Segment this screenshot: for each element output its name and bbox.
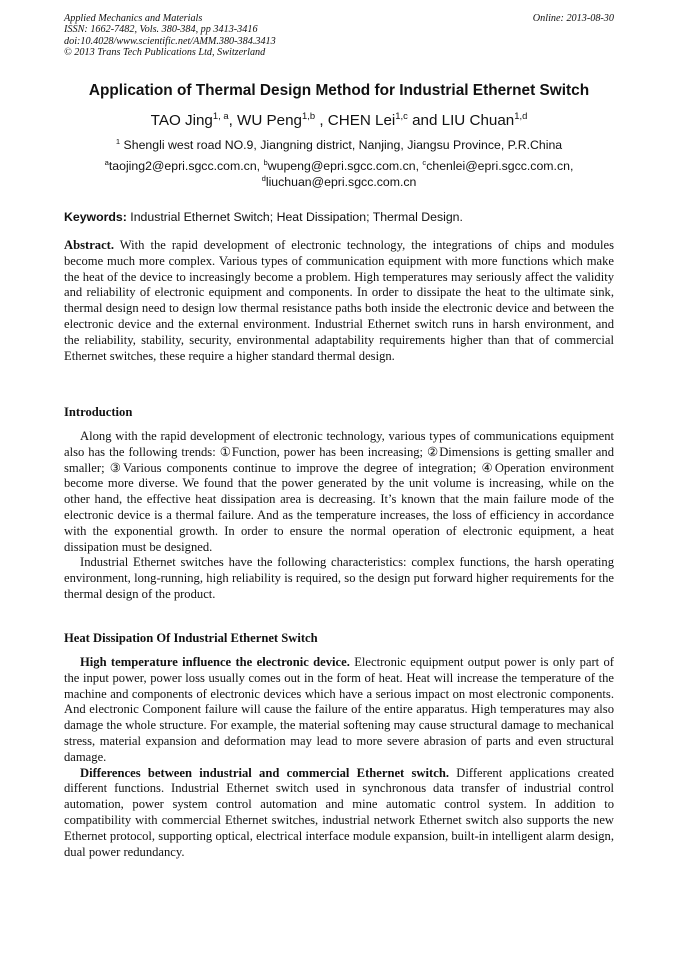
keywords-label: Keywords: [64,210,127,224]
journal-header [64,13,276,59]
author-list: TAO Jing$^{1, a}$, WU Peng$^{1,b}$ , CHEN Lei$^{1,c}$ and LIU Chuan$^{1,d}$ [150,109,528,129]
author-name: CHEN Lei [327,112,396,129]
section-heading-heat-dissipation: Heat Dissipation Of Industrial Ethernet Switch [64,631,318,645]
online-date: Online: 2013-08-30 [532,13,614,24]
email-mark: c [422,157,427,167]
keywords [64,210,614,224]
paragraph: Industrial Ethernet switches have the following characteristics: complex functions, the harsh operating environment, long-running, high reliability is required, so the design put forward higher requirements for the thermal design of the product. [64,555,614,601]
email-mark: a [104,157,109,167]
email-link[interactable]: taojing2@epri.sgcc.com.cn [108,159,257,173]
author-affiliation-mark: 1,b [302,109,316,121]
affiliation [0,138,678,152]
section-heading-introduction: Introduction [64,405,133,419]
author-affiliation-mark: 1,d [514,109,528,121]
introduction-section [64,429,614,603]
author-affiliation-mark: 1, a [212,109,229,121]
email-link[interactable]: wupeng@epri.sgcc.com.cn [267,159,416,173]
author-emails: $^a$taojing2@epri.sgcc.com.cn, $^b$wupeng@epri.sgcc.com.cn, $^c$chenlei@epri.sgcc.com.cn, $^d$liuchuan@epri.sgcc.com.cn [104,157,574,189]
abstract [64,238,614,364]
abstract-text: With the rapid development of electronic technology, the integrations of chips and modules become much more complex. Various types of communication equipment with more functions which make the heat of the device to increasingly become a problem. High temperatures may seriously affect the validity and reliability of electronic equipment and components. In order to dissipate the heat to the ultimate sink, thermal design need to design low thermal resistance paths both inside the electronic device and between the electronic device and the external environment. Industrial Ethernet switch runs in harsh environment, and the reliability, stability, security, environmental adaptability requirements higher than that of commercial Ethernet switches, these require a higher standard thermal design. [64,238,615,363]
journal-issn: ISSN: 1662-7482, Vols. 380-384, pp 3413-3416 [64,24,258,36]
author-name: LIU Chuan [441,112,515,129]
paragraph: Along with the rapid development of electronic technology, various types of communications equipment also has the following trends: ①Function, power has been increasing; ②Dimensions is getting smaller and smaller; ③Various components continue to improve the degree of integration; ④Operation environment become more diverse. We found that the power generated by the unit volume is increasing, while on the other hand, the effective heat dissipation area is decreasing. It’s known that the main failure mode of the electronic device is a thermal failure. And as the temperature increases, the loss of efficiency in accordance with the exponential growth. In order to ensure the normal operation of electronic equipment, a heat dissipation must be designed. [64,429,614,554]
author-name: TAO Jing [150,112,213,129]
email-mark: d [261,173,266,183]
journal-doi: doi:10.4028/www.scientific.net/AMM.380-384.3413 [64,35,276,47]
paragraph-lead: Differences between industrial and commercial Ethernet switch. [80,765,449,780]
email-link[interactable]: chenlei@epri.sgcc.com.cn [426,159,570,173]
paragraph [64,766,614,861]
paragraph-lead: High temperature influence the electronic device. [80,655,350,669]
author-name: WU Peng [237,112,303,129]
email-link[interactable]: liuchuan@epri.sgcc.com.cn [265,175,417,189]
paragraph [64,655,614,766]
affiliation-text: Shengli west road NO.9, Jiangning district, Nanjing, Jiangsu Province, P.R.China [123,138,563,152]
paragraph-text: Electronic equipment output power is only part of the input power, power loss usually comes out in the form of heat. Heat will increase the temperature of the machine and components of electronic devices which have a serious impact on most electronic components. And electronic Component failure will cause the failure of the entire apparatus. High temperatures may also damage the whole structure. For example, the material softening may cause structural damage to mechanical stress, material expansion and deformation may lead to more severe abrasion of parts and even structural damage. [64,655,614,764]
email-mark: b [263,157,268,167]
paragraph-text: Different applications created different functions. Industrial Ethernet switch used in synchronous data transfer of industrial control automation, power system control automation and mine automatic control system. In addition to compatibility with commercial Ethernet switches, industrial network Ethernet switch also supports the new Ethernet protocol, supporting optical, electrical interface module expansion, built-in intelligent alarm design, dual power redundancy. [64,765,615,859]
abstract-label: Abstract. [64,238,115,252]
journal-name: Applied Mechanics and Materials [64,13,203,24]
keywords-text: Industrial Ethernet Switch; Heat Dissipation; Thermal Design. [130,210,463,224]
paper-title: Application of Thermal Design Method for Industrial Ethernet Switch [88,82,590,99]
heat-dissipation-section [64,655,614,860]
journal-copyright: © 2013 Trans Tech Publications Ltd, Switzerland [64,47,266,59]
author-affiliation-mark: 1,c [395,109,408,121]
affiliation-mark: 1 [115,136,121,146]
